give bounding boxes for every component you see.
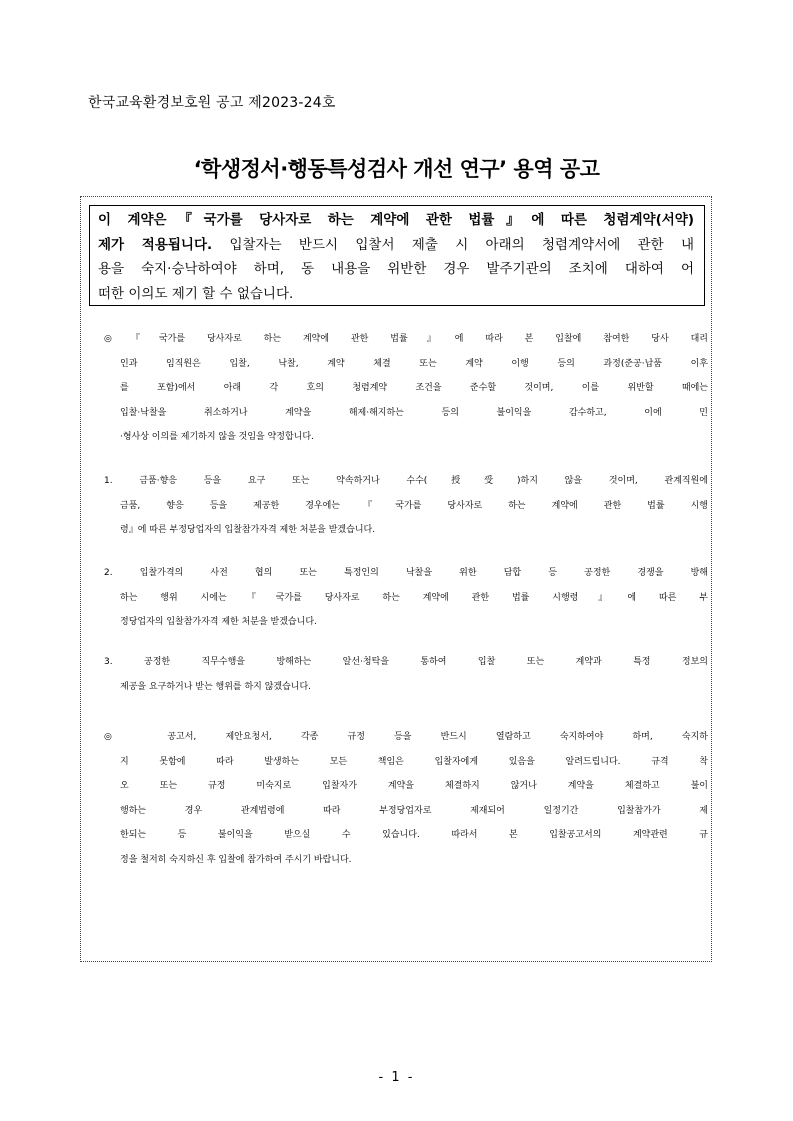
integrity-line-3 — [98, 257, 694, 282]
integrity-line-1 — [98, 208, 694, 233]
paragraph-line: 인과 임직원은 입찰, 낙찰, 계약 체결 또는 계약 이행 등의 과정(준공·납품 이후 — [120, 358, 708, 369]
item-line: 1. 금품·향응 등을 요구 또는 약속하거나 수수(授受)하지 않을 것이며, 관계직원에 — [104, 476, 708, 486]
item-line: 하는 행위 시에는『국가를 당사자로 하는 계약에 관한 법률 시행령』에 따른 부 — [120, 592, 708, 603]
integrity-regular-text: 입찰자는 반드시 입찰서 제출 시 아래의 청렴계약서에 관한 내 — [212, 236, 694, 253]
integrity-bold-text: 이 계약은『국가를 당사자로 하는 계약에 관한 법률』에 따른 청렴계약(서약) — [98, 212, 694, 228]
paragraph-line: ◎ 공고서, 제안요청서, 각종 규정 등을 반드시 열람하고 숙지하여야 하며, 숙지하 — [104, 732, 708, 742]
closing-paragraph — [104, 725, 708, 872]
item-line: 2. 입찰가격의 사전 협의 또는 특정인의 낙찰을 위한 담합 등 공정한 경쟁을 방해 — [104, 568, 708, 578]
paragraph-line: 한되는 등 불이익을 받으실 수 있습니다. 따라서 본 입찰공고서의 계약관련 규 — [120, 830, 708, 840]
item-line: 3. 공정한 직무수행을 방해하는 알선·청탁을 통하여 입찰 또는 계약과 특정 정보의 — [104, 657, 708, 667]
integrity-text-line: 용을 숙지·승낙하여야 하며, 동 내용을 위반한 경우 발주기관의 조치에 대하여 어 — [98, 261, 694, 277]
notice-number: 한국교육환경보호원 공고 제2023-24호 — [88, 95, 336, 111]
integrity-contract-box — [89, 205, 705, 306]
item-2 — [104, 561, 708, 635]
item-line: 정당업자의 입찰참가자격 제한 처분을 받겠습니다. — [120, 617, 317, 627]
page-number: - 1 - — [378, 1070, 415, 1085]
paragraph-line: ◎『국가를 당사자로 하는 계약에 관한 법률』에 따라 본 입찰에 참여한 당사 대리 — [104, 334, 708, 344]
integrity-text-line: 떠한 이의도 제기 할 수 없습니다. — [98, 285, 294, 302]
document-title: ‘학생정서·행동특성검사 개선 연구’ 용역 공고 — [193, 157, 600, 181]
paragraph-line: 정을 철저히 숙지하신 후 입찰에 참가하여 주시기 바랍니다. — [120, 854, 352, 865]
paragraph-line: 지 못함에 따라 발생하는 모든 책임은 입찰자에게 있음을 알려드립니다. 규격 착 — [120, 756, 708, 767]
item-1 — [104, 469, 708, 543]
paragraph-line: 행하는 경우 관계법령에 따라 부정당업자로 제재되어 일정기간 입찰참가가 제 — [120, 805, 708, 816]
item-line: 금품, 향응 등을 제공한 경우에는『국가를 당사자로 하는 계약에 관한 법률 시행 — [120, 500, 708, 511]
paragraph-line: 를 포함)에서 아래 각 호의 청렴계약 조건을 준수할 것이며, 이를 위반할 때에는 — [120, 383, 708, 393]
intro-paragraph — [104, 327, 708, 450]
integrity-bold-text-cont: 제가 적용됩니다. — [98, 236, 213, 253]
integrity-line-4 — [98, 282, 694, 307]
paragraph-line: ·형사상 이의를 제기하지 않을 것임을 약정합니다. — [120, 432, 314, 442]
paragraph-line: 입찰·낙찰을 취소하거나 계약을 해제·해지하는 등의 불이익을 감수하고, 이에 민 — [120, 407, 708, 418]
item-line: 령』에 따른 부정당업자의 입찰참가자격 제한 처분을 받겠습니다. — [120, 525, 376, 535]
item-line: 제공을 요구하거나 받는 행위를 하지 않겠습니다. — [120, 681, 312, 692]
paragraph-line: 오 또는 규정 미숙지로 입찰자가 계약을 체결하지 않거나 계약을 체결하고 불이 — [120, 781, 708, 791]
integrity-line-2 — [98, 233, 694, 258]
item-3 — [104, 650, 708, 699]
